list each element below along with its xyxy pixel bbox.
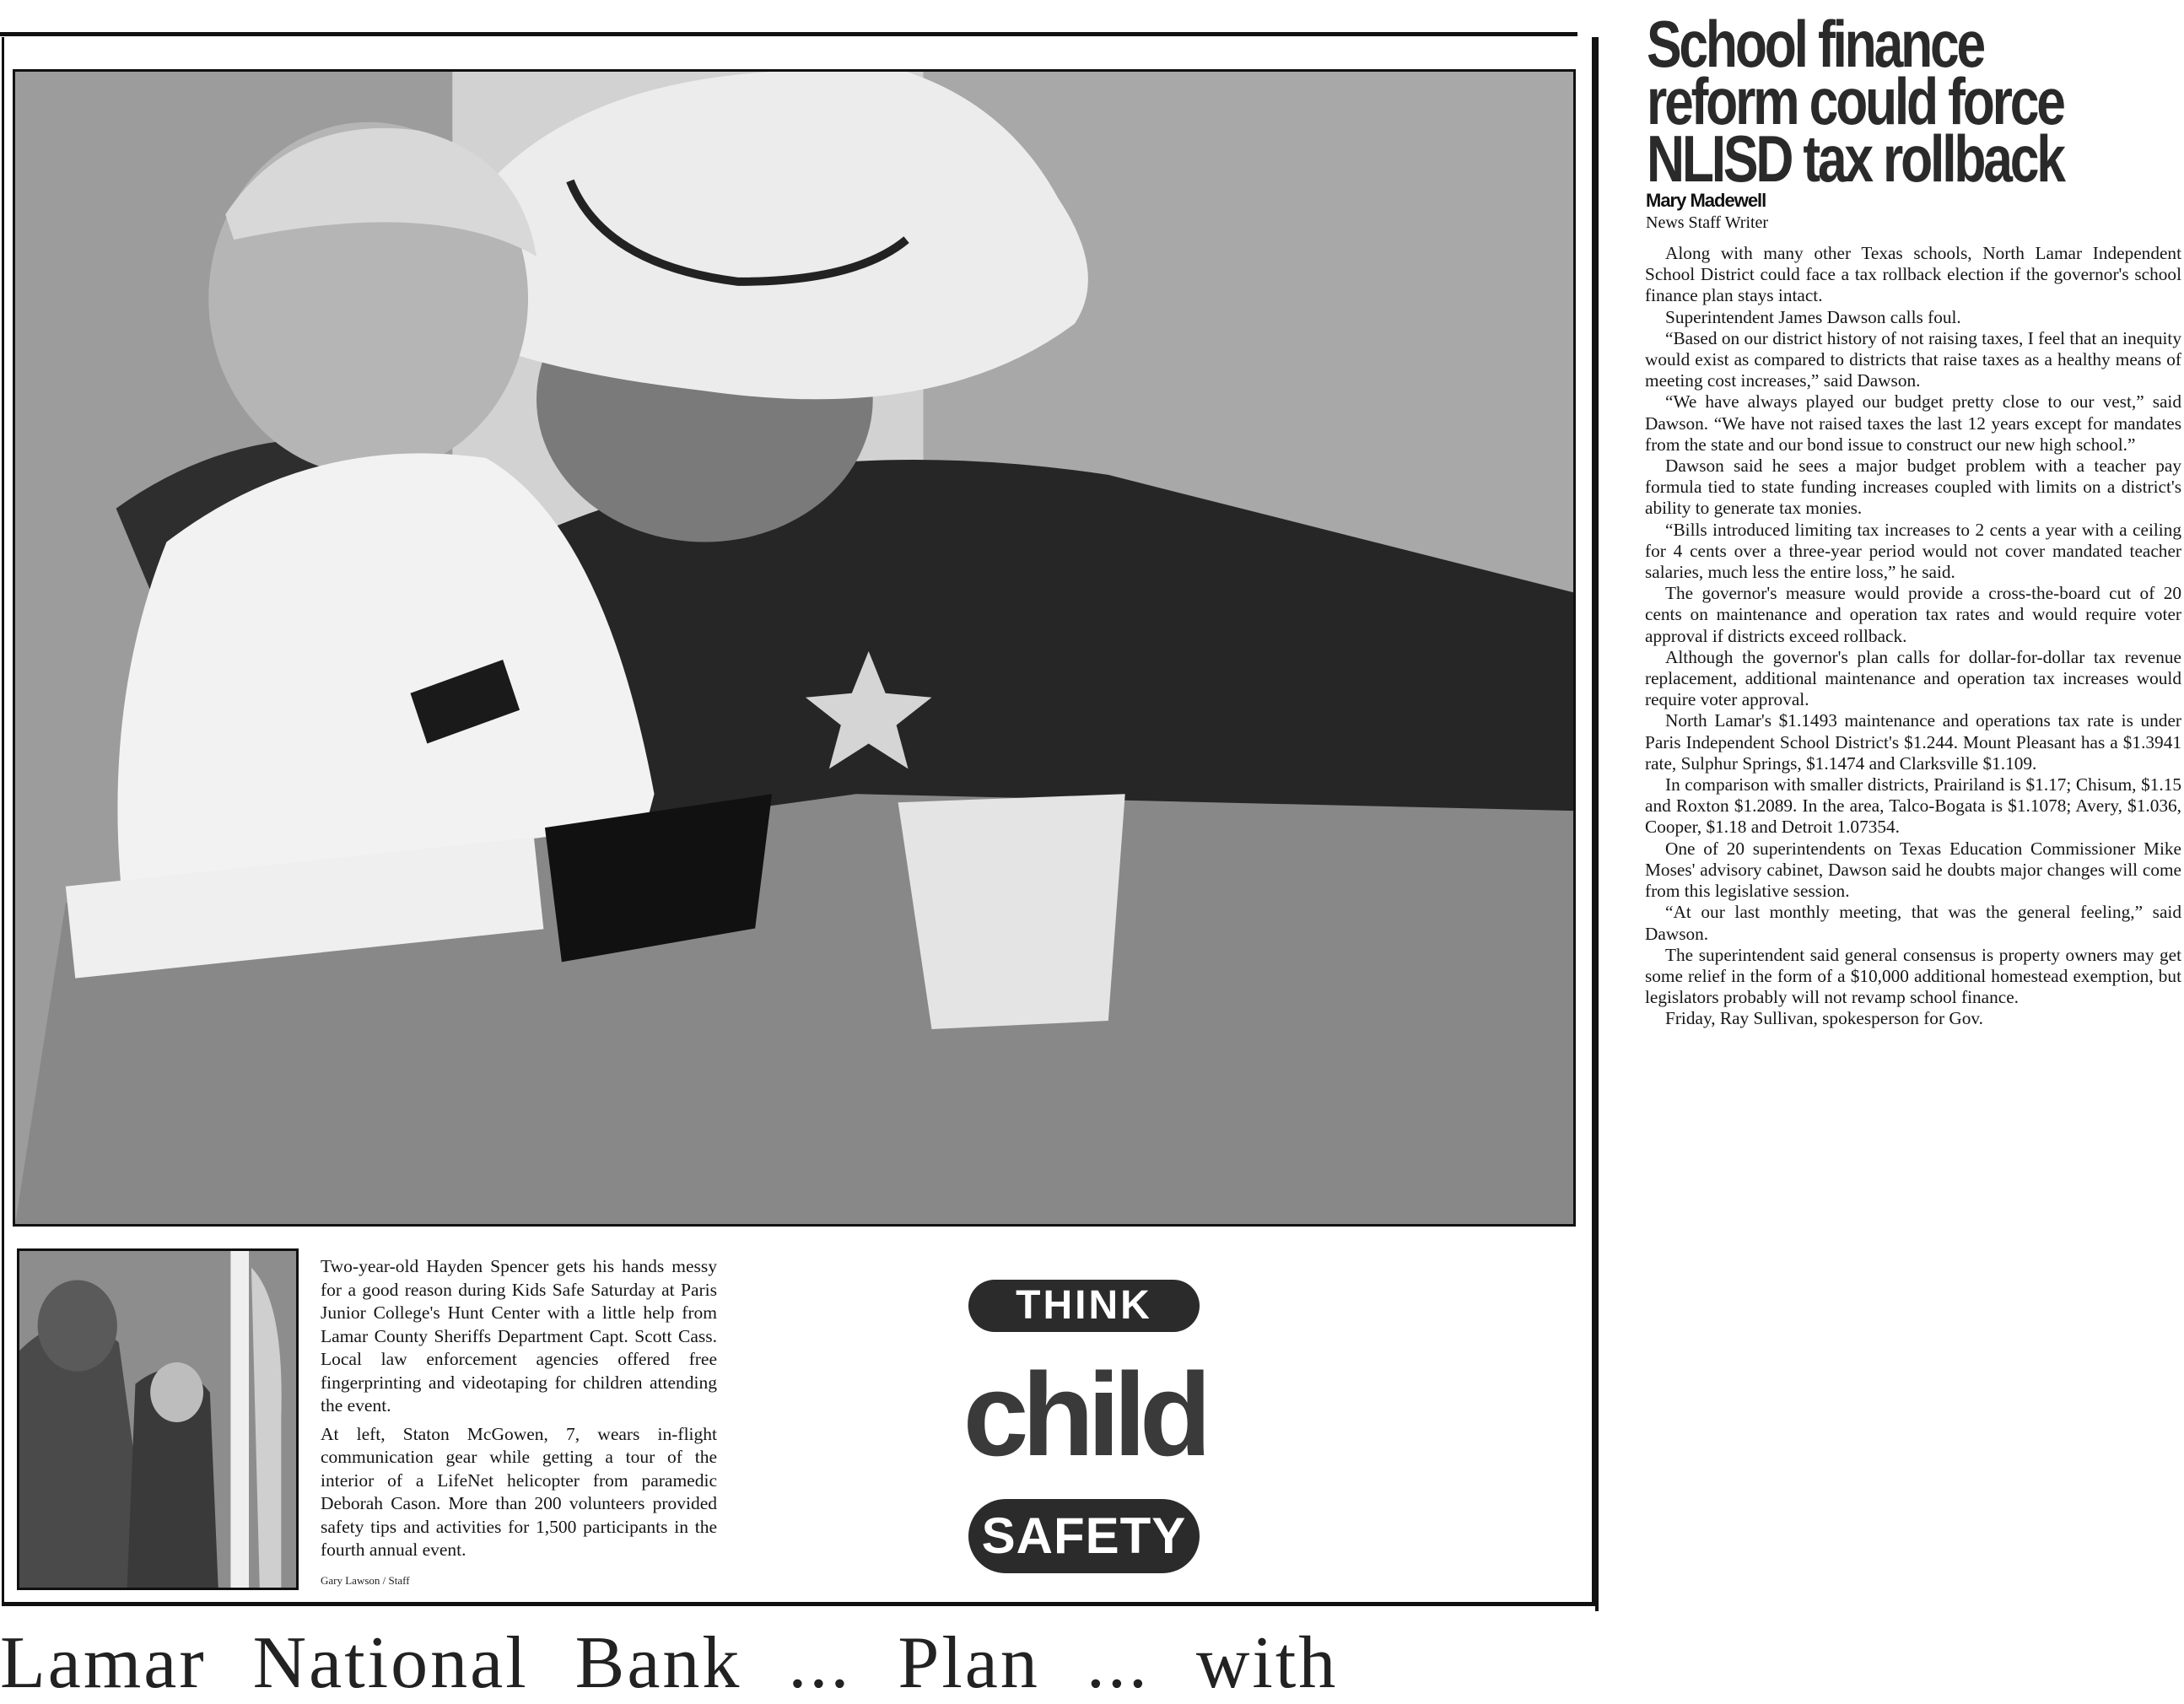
- article-paragraph: “At our last monthly meeting, that was the general feeling,” said Dawson.: [1645, 902, 2181, 944]
- article-paragraph: North Lamar's $1.1493 maintenance and operations tax rate is under Paris Independent School District's $1.244. Mount Pleasant has a $1.3941 rate, Sulphur Springs, $1.1474 and Clarksville $1.109.: [1645, 710, 2181, 774]
- door-frame: [230, 1251, 249, 1588]
- bottom-headline-word: Bank: [574, 1622, 742, 1704]
- think-child-safety-logo: [962, 1270, 1206, 1577]
- logo-safety-text: SAFETY: [968, 1499, 1200, 1573]
- logo-think-text: THINK: [968, 1280, 1200, 1332]
- bottom-headline-word: ...: [788, 1622, 852, 1704]
- article-headline: [1647, 7, 2184, 196]
- bottom-headline-word: Plan: [898, 1622, 1040, 1704]
- article-paragraph: In comparison with smaller districts, Prairiland is $1.17; Chisum, $1.15 and Roxton $1.2089. In the area, Talco-Bogata is $1.1078; Avery, $1.036, Cooper, $1.18 and Detroit 1.07354.: [1645, 774, 2181, 838]
- inset-photo: [17, 1248, 299, 1590]
- article-paragraph: “We have always played our budget pretty close to our vest,” said Dawson. “We have not raised taxes the last 12 years except for mandates from the state and our bond issue to construct our new high school.”: [1645, 391, 2181, 455]
- caption-paragraph-1: Two-year-old Hayden Spencer gets his hands messy for a good reason during Kids Safe Saturday at Paris Junior College's Hunt Center with a little help from Lamar County Sheriffs Department Capt. Scott Cass. Local law enforcement agencies offered free fingerprinting and videotaping for children attending the event.: [321, 1256, 717, 1416]
- headline-line-3: NLISD tax rollback: [1647, 121, 2063, 196]
- main-photo: [13, 69, 1576, 1227]
- photo-credit: Gary Lawson / Staff: [321, 1574, 410, 1587]
- article-paragraph: “Based on our district history of not raising taxes, I feel that an inequity would exist as compared to districts that raise taxes as a healthy means of meeting cost increases,” said Dawson.: [1645, 327, 2181, 391]
- bottom-headline-word: ...: [1086, 1622, 1150, 1704]
- article-paragraph: One of 20 superintendents on Texas Education Commissioner Mike Moses' advisory cabinet, Dawson said he doubts major changes will come from this legislative session.: [1645, 838, 2181, 902]
- article-body: [1645, 243, 2181, 1030]
- bottom-headline-word: National: [252, 1622, 529, 1704]
- paper-cup: [898, 794, 1125, 1029]
- article-paragraph: Superintendent James Dawson calls foul.: [1665, 306, 1961, 327]
- column-rule: [1595, 37, 1599, 1611]
- article-paragraph: “Bills introduced limiting tax increases to 2 cents a year with a ceiling for 4 cents over a three-year period would not cover mandated teacher salaries, much less the entire loss,” he said.: [1645, 519, 2181, 583]
- article-paragraph: Dawson said he sees a major budget problem with a teacher pay formula tied to state funding increases coupled with limits on a district's ability to generate tax monies.: [1645, 456, 2181, 519]
- top-rule: [0, 32, 1577, 36]
- main-photo-illustration: [15, 72, 1573, 1224]
- headline-line-1: School finance: [1647, 7, 1984, 81]
- article-paragraph: The superintendent said general consensus is property owners may get some relief in the form of a $10,000 additional homestead exemption, but legislators probably will not revamp school finance.: [1645, 944, 2181, 1008]
- byline-name: Mary Madewell: [1646, 190, 1766, 211]
- article-paragraph: Friday, Ray Sullivan, spokesperson for Gov.: [1665, 1008, 1983, 1029]
- article-paragraph: The governor's measure would provide a cross-the-board cut of 20 cents on maintenance and operation tax rates and would require voter approval if districts exceed rollback.: [1645, 583, 2181, 646]
- article-paragraph: Although the governor's plan calls for dollar-for-dollar tax revenue replacement, additional maintenance and operation tax increases would require voter approval.: [1645, 646, 2181, 710]
- bottom-headline-word: Lamar: [0, 1622, 207, 1704]
- inset-photo-illustration: [19, 1251, 296, 1588]
- article-paragraph: Along with many other Texas schools, North Lamar Independent School District could face a tax rollback election if the governor's school finance plan stays intact.: [1645, 243, 2181, 306]
- photo-caption: [321, 1255, 717, 1567]
- logo-child-text: child: [963, 1348, 1205, 1480]
- caption-paragraph-2: At left, Staton McGowen, 7, wears in-flight communication gear while getting a tour of the interior of a LifeNet helicopter from paramedic Deborah Cason. More than 200 volunteers provided safety tips and activities for 1,500 participants in the fourth annual event.: [321, 1423, 717, 1560]
- headline-line-2: reform could force: [1647, 64, 2063, 138]
- bottom-headline-word: with: [1195, 1622, 1339, 1704]
- bottom-headline: [0, 1622, 1363, 1704]
- byline-title: News Staff Writer: [1646, 213, 1769, 232]
